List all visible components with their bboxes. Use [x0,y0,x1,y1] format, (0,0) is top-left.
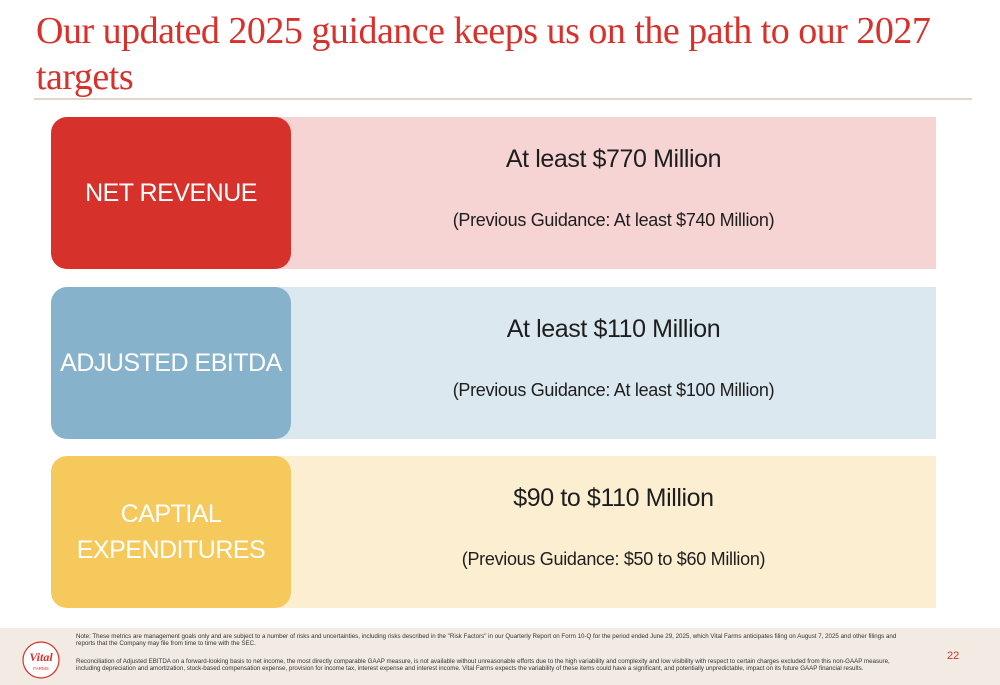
footer [0,628,1000,685]
vital-farms-logo [21,640,61,680]
previous-guidance: (Previous Guidance: At least $100 Million) [452,380,775,400]
guidance-value: $90 to $110 Million [513,484,714,512]
footnote-note: Note: These metrics are management goals only and are subject to a number of risks and uncertainties, including risks described in the "Risk Factors" in our Quarterly Report on Form 10-Q for the period ended June 29, 2025, which Vital Farms anticipates filing on August 7, 2025 and other filings and reports that the Company may file from time to time with the SEC. [76,633,897,647]
guidance-row-adjusted-ebitda [51,287,936,439]
guidance-value: At least $110 Million [506,315,721,343]
page-title: Our updated 2025 guidance keeps us on the path to our 2027 targets [36,10,931,98]
guidance-row-net-revenue [51,117,936,269]
guidance-label: CAPTIAL EXPENDITURES [51,456,291,608]
previous-guidance: (Previous Guidance: $50 to $60 Million) [461,549,766,569]
guidance-label: ADJUSTED EBITDA [51,287,291,439]
guidance-row-capital-expenditures [51,456,936,608]
logo-subtext: FARMS [33,666,49,671]
footnote-reconciliation: Reconciliation of Adjusted EBITDA on a forward-looking basis to net income, the most directly comparable GAAP measure, is not available without unreasonable efforts due to the high variability and complexity and low visibility with respect to certain charges excluded from this non-GAAP measure, including depreciation and amortization, stock-based compensation expense, provision for income tax, interest expense and interest income. Vital Farms expects the variability of these items could have a significant, and potentially unpredictable, impact on its future GAAP financial results. [76,658,890,672]
title-divider [34,98,972,100]
previous-guidance: (Previous Guidance: At least $740 Million) [452,210,775,230]
guidance-label: NET REVENUE [51,117,291,269]
logo-wordmark: Vital [29,650,53,664]
guidance-value: At least $770 Million [505,145,722,173]
page-number: 22 [947,650,960,662]
